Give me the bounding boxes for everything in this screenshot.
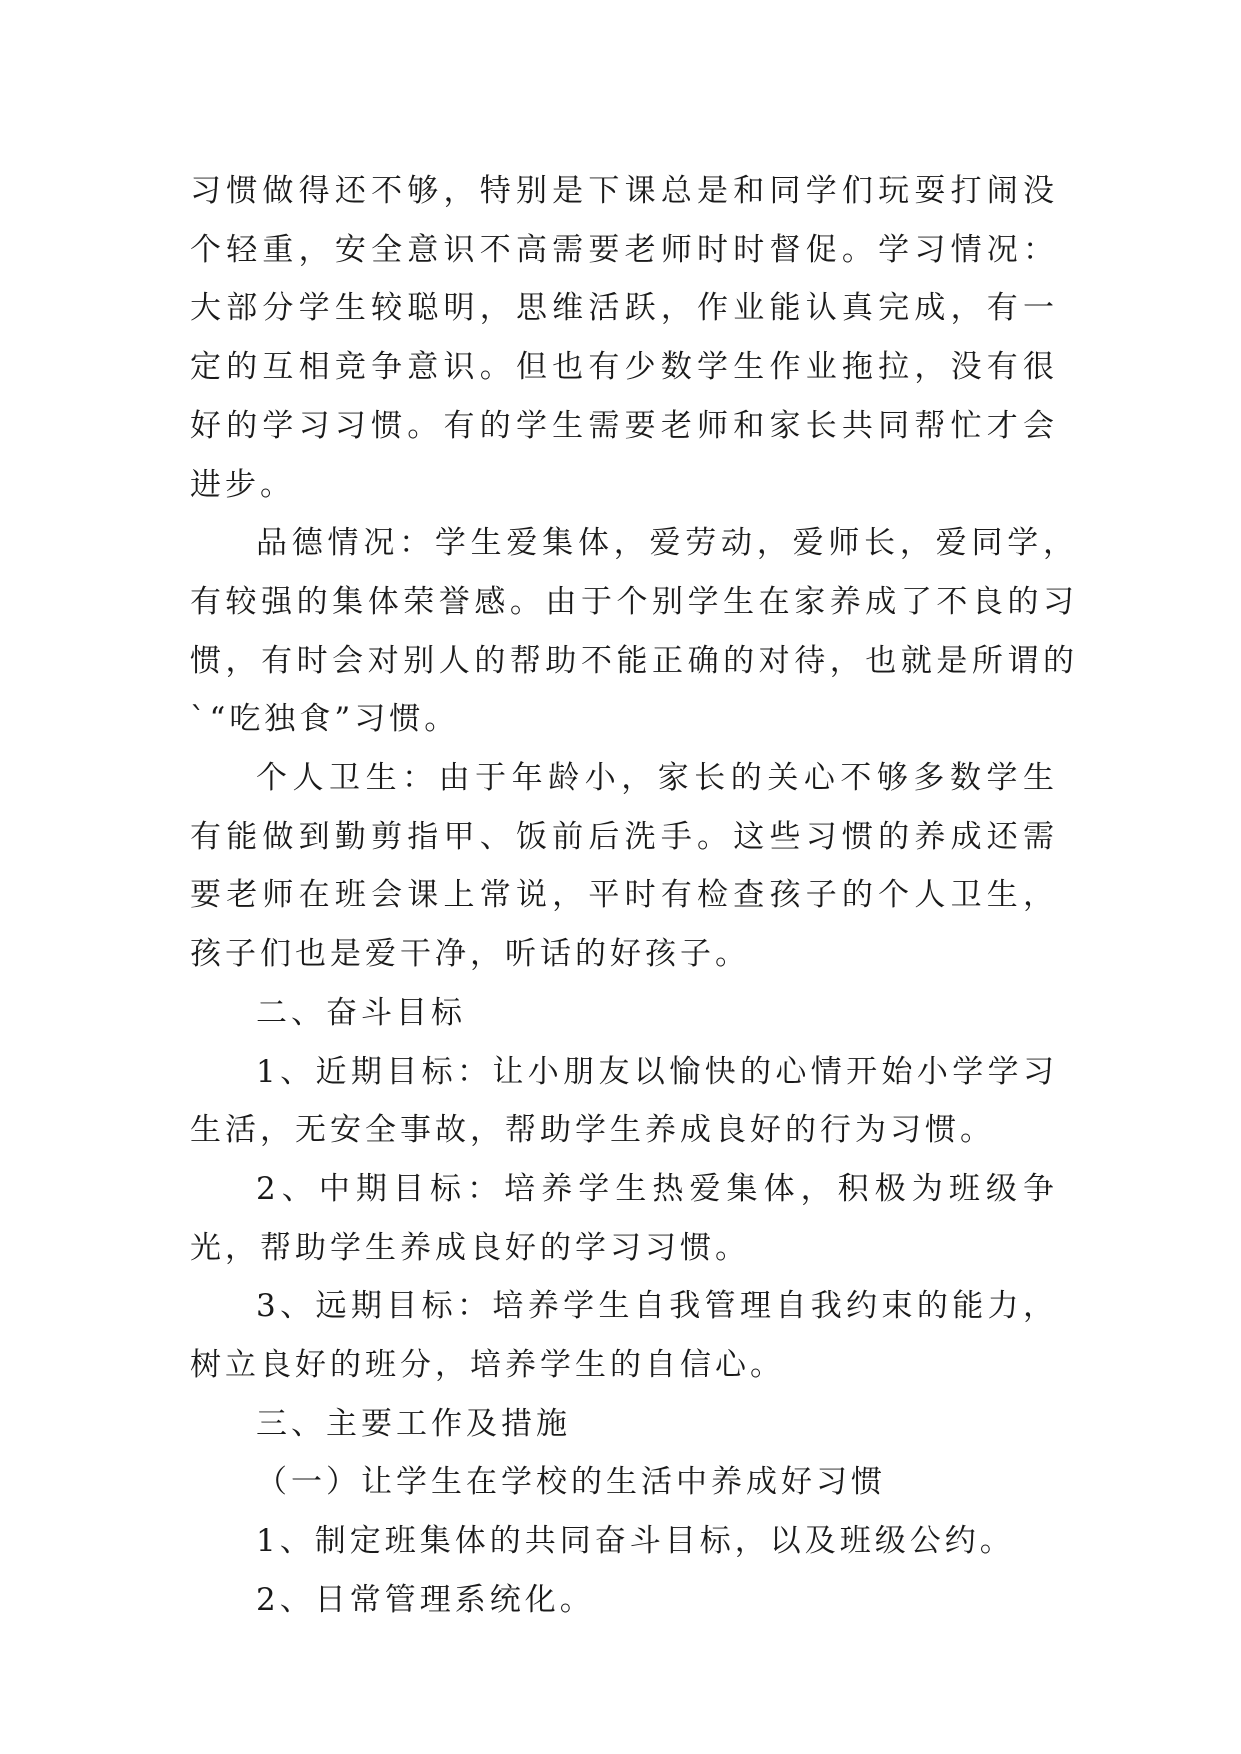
document-body [190,162,1078,1630]
paragraph-moral-situation: 品德情况：学生爱集体，爱劳动，爱师长，爱同学，有较强的集体荣誉感。由于个别学生在家养成了不良的习惯，有时会对别人的帮助不能正确的对待，也就是所谓的`“吃独食”习惯。 [190,525,1078,738]
paragraph-mid-term-goal: 2、中期目标：培养学生热爱集体，积极为班级争光，帮助学生养成良好的学习习惯。 [190,1170,1058,1266]
section-heading-goals: 二、奋斗目标 [256,994,466,1031]
paragraph-short-term-goal: 1、近期目标：让小朋友以愉快的心情开始小学学习生活，无安全事故，帮助学生养成良好的行为习惯。 [190,1053,1058,1149]
section-heading-measures: 三、主要工作及措施 [256,1405,571,1442]
list-item-daily-management: 2、日常管理系统化。 [256,1581,595,1618]
subsection-heading-habits: （一）让学生在学校的生活中养成好习惯 [256,1464,886,1501]
paragraph-personal-hygiene: 个人卫生：由于年龄小，家长的关心不够多数学生有能做到勤剪指甲、饭前后洗手。这些习惯的养成还需要老师在班会课上常说，平时有检查孩子的个人卫生，孩子们也是爱干净，听话的好孩子。 [190,760,1058,973]
paragraph-class-situation: 习惯做得还不够，特别是下课总是和同学们玩耍打闹没个轻重，安全意识不高需要老师时时督促。学习情况：大部分学生较聪明，思维活跃，作业能认真完成，有一定的互相竞争意识。但也有少数学生作业拖拉，没有很好的学习习惯。有的学生需要老师和家长共同帮忙才会进步。 [190,173,1058,503]
list-item-class-goal: 1、制定班集体的共同奋斗目标，以及班级公约。 [256,1523,1015,1560]
paragraph-long-term-goal: 3、远期目标：培养学生自我管理自我约束的能力，树立良好的班分，培养学生的自信心。 [190,1288,1058,1384]
